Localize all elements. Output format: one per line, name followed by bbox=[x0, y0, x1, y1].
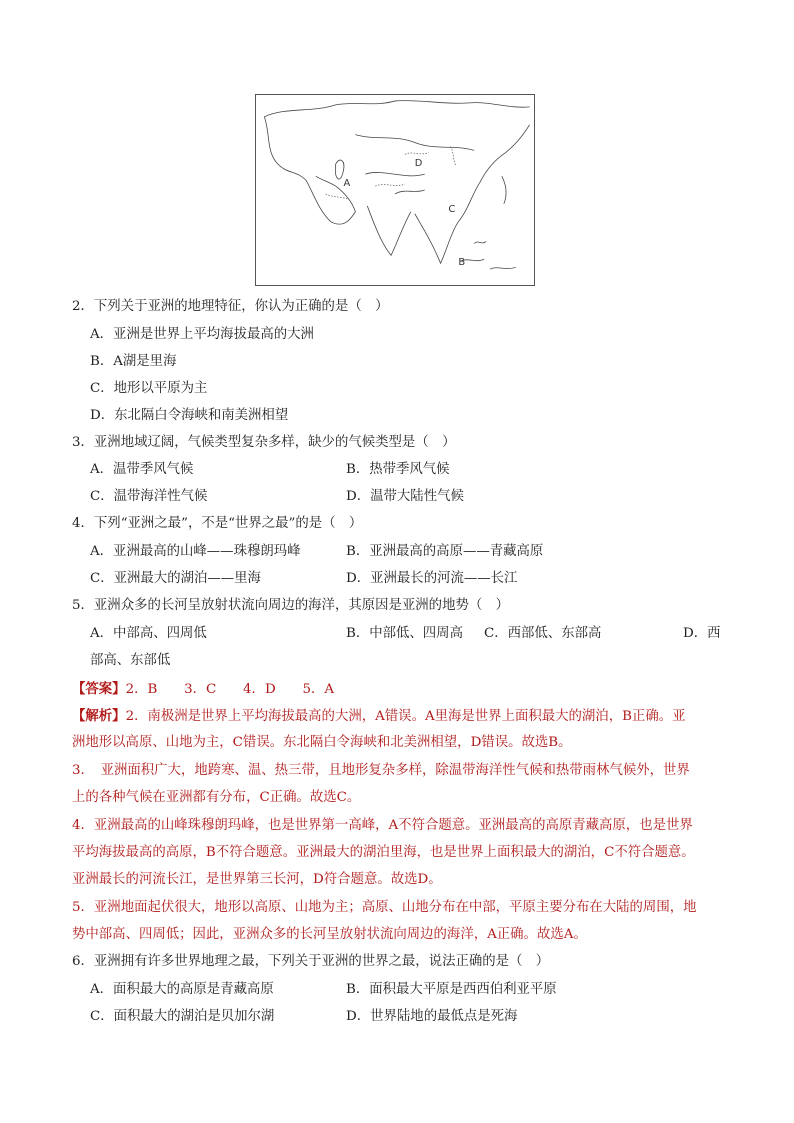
q5-option-b: B．中部低、四周高 bbox=[346, 626, 463, 641]
q6-option-c: C．面积最大的湖泊是贝加尔湖 bbox=[90, 1009, 275, 1024]
q5-option-c: C．西部低、东部高 bbox=[484, 626, 602, 641]
map-label-c: C bbox=[448, 203, 456, 215]
q6-option-a: A．面积最大的高原是青藏高原 bbox=[90, 982, 274, 997]
analysis-line-8: 5．亚洲地面起伏很大，地形以高原、山地为主；高原、山地分布在中部，平原主要分布在大陆的周围，地 bbox=[72, 900, 697, 915]
q5-option-a: A．中部高、四周低 bbox=[90, 626, 207, 641]
q4-option-c: C．亚洲最大的湖泊——里海 bbox=[90, 571, 261, 586]
q2-stem: 2．下列关于亚洲的地理特征，你认为正确的是（ ） bbox=[72, 299, 389, 314]
q4-option-b: B．亚洲最高的高原——青藏高原 bbox=[346, 544, 544, 559]
q6-option-b: B．面积最大平原是西西伯利亚平原 bbox=[346, 982, 557, 997]
analysis-line-3: 3． 亚洲面积广大，地跨寒、温、热三带，且地形复杂多样，除温带海洋性气候和热带雨林气候外，世界 bbox=[72, 763, 690, 778]
analysis-tag: 【解析】 bbox=[72, 708, 126, 724]
q3-option-a: A．温带季风气候 bbox=[90, 462, 194, 477]
analysis-line-7: 亚洲最长的河流长江，是世界第三长河，D符合题意。故选D。 bbox=[72, 872, 442, 887]
q3-option-c: C．温带海洋性气候 bbox=[90, 489, 208, 504]
q5-option-d-wrap: 部高、东部低 bbox=[90, 653, 171, 668]
analysis-line-1 bbox=[72, 706, 686, 727]
analysis-line-5: 4．亚洲最高的山峰珠穆朗玛峰，也是世界第一高峰，A不符合题意。亚洲最高的高原青藏高原，也是世界 bbox=[72, 818, 693, 833]
analysis-line-4: 上的各种气候在亚洲都有分布，C正确。故选C。 bbox=[72, 790, 361, 805]
answer-tag: 【答案】 bbox=[72, 681, 126, 697]
analysis-line-9: 势中部高、四周低；因此，亚洲众多的长河呈放射状流向周边的海洋，A正确。故选A。 bbox=[72, 927, 587, 942]
q6-stem: 6．亚洲拥有许多世界地理之最，下列关于亚洲的世界之最，说法正确的是（ ） bbox=[72, 954, 550, 969]
q2-option-b: B．A湖是里海 bbox=[90, 354, 177, 369]
q4-option-d: D．亚洲最长的河流——长江 bbox=[346, 571, 518, 586]
answer-text: 2．B 3．C 4．D 5．A bbox=[125, 682, 335, 697]
map-label-b: B bbox=[458, 257, 466, 269]
q2-option-c: C．地形以平原为主 bbox=[90, 381, 208, 396]
analysis-line-2: 洲地形以高原、山地为主，C错误。东北隔白令海峡和北美洲相望，D错误。故选B。 bbox=[72, 735, 572, 750]
q4-option-a: A．亚洲最高的山峰——珠穆朗玛峰 bbox=[90, 544, 301, 559]
q3-stem: 3．亚洲地域辽阔，气候类型复杂多样，缺少的气候类型是（ ） bbox=[72, 435, 456, 450]
asia-map-icon bbox=[256, 95, 534, 285]
q4-stem: 4．下列“亚洲之最”，不是“世界之最”的是（ ） bbox=[72, 516, 363, 531]
q2-option-a: A．亚洲是世界上平均海拔最高的大洲 bbox=[90, 327, 314, 342]
map-label-a: A bbox=[343, 178, 351, 190]
q3-option-b: B．热带季风气候 bbox=[346, 462, 450, 477]
q5-option-d: D．西 bbox=[683, 626, 721, 641]
q6-option-d: D．世界陆地的最低点是死海 bbox=[346, 1009, 518, 1024]
map-label-d: D bbox=[414, 158, 423, 170]
q3-option-d: D．温带大陆性气候 bbox=[346, 489, 464, 504]
q5-stem: 5．亚洲众多的长河呈放射状流向周边的海洋，其原因是亚洲的地势（ ） bbox=[72, 598, 510, 613]
analysis-line-6: 平均海拔最高的高原，B不符合题意。亚洲最大的湖泊里海，也是世界上面积最大的湖泊，C不符合题意。 bbox=[72, 845, 695, 860]
analysis-text-1: 2．南极洲是世界上平均海拔最高的大洲，A错误。A里海是世界上面积最大的湖泊，B正确。亚 bbox=[125, 709, 686, 724]
asia-map-figure bbox=[255, 94, 535, 286]
answer-line bbox=[72, 679, 334, 700]
q2-option-d: D．东北隔白令海峡和南美洲相望 bbox=[90, 408, 289, 423]
